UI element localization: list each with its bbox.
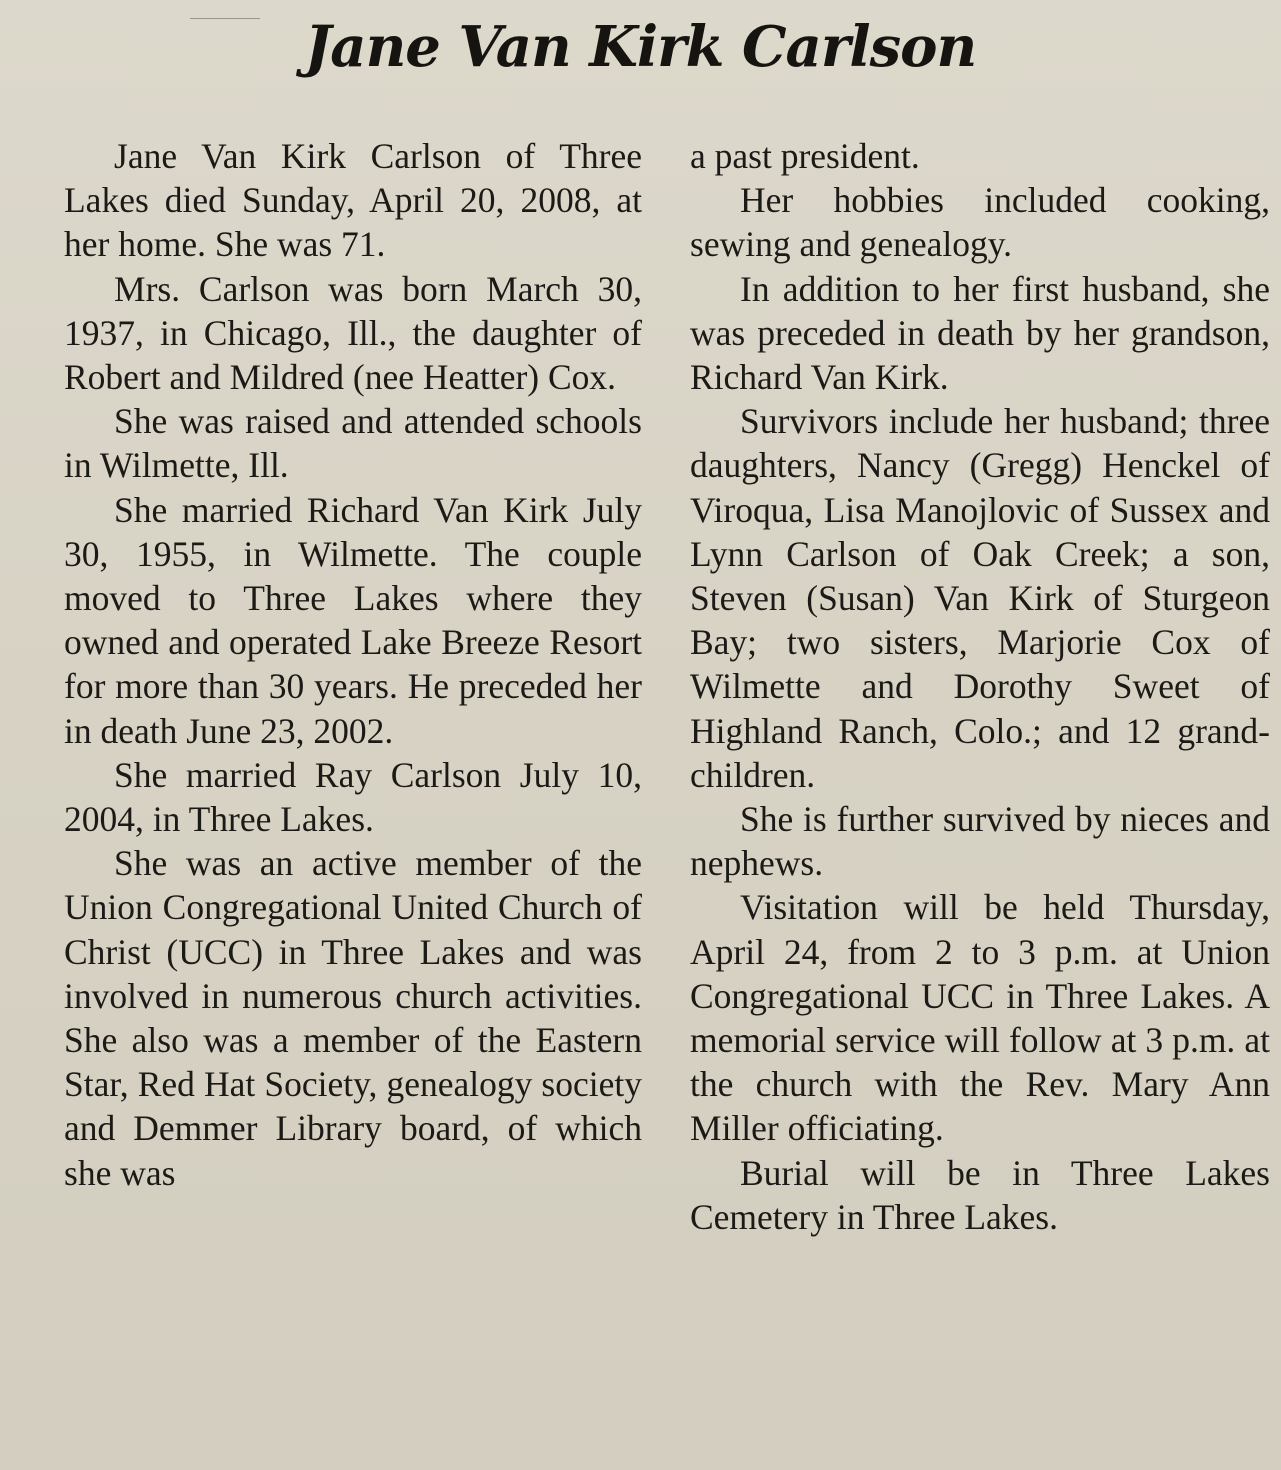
right-column [690, 134, 1270, 1239]
paragraph-first-marriage: She married Richard Van Kirk July 30, 1955, in Wilmette. The couple moved to Three Lakes where they owned and operated Lake Breeze Resort for more than 30 years. He preceded her in death June 23, 2002. [64, 489, 642, 751]
paragraph-visitation: Visitation will be held Thursday, April 24, from 2 to 3 p.m. at Union Congregational UCC in Three Lakes. A memorial service will follow at 3 p.m. at the church with the Rev. Mary Ann Miller officiating. [690, 887, 1270, 1149]
paragraph-birth: Mrs. Carlson was born March 30, 1937, in Chicago, Ill., the daughter of Robert and Mildred (nee Heatter) Cox. [64, 268, 642, 398]
paragraph-memberships-continued: a past president. [690, 136, 920, 176]
paragraph-survivors: Survivors include her husband; three daughters, Nancy (Gregg) Henckel of Viroqua, Lisa Manojlovic of Sussex and Lynn Carlson of Oak Creek; a son, Steven (Susan) Van Kirk of Sturgeon Bay; two sisters, Marjorie Cox of Wilmette and Dorothy Sweet of Highland Ranch, Colo.; and 12 grandchildren. [690, 401, 1270, 795]
paragraph-burial: Burial will be in Three Lakes Cemetery in Three Lakes. [690, 1152, 1270, 1237]
paragraph-memberships: She was an active member of the Union Congregational United Church of Christ (UCC) in Three Lakes and was involved in numerous church activities. She also was a member of the Eastern Star, Red Hat Society, genealogy society and Demmer Library board, of which she was [64, 843, 642, 1193]
paragraph-further-survivors: She is further survived by nieces and nephews. [690, 799, 1270, 884]
paragraph-schooling: She was raised and attended schools in Wilmette, Ill. [64, 401, 642, 486]
paragraph-second-marriage: She married Ray Carlson July 10, 2004, in Three Lakes. [64, 754, 642, 840]
obituary-headline: Jane Van Kirk Carlson [304, 14, 977, 80]
paragraph-hobbies: Her hobbies included cooking, sewing and genealogy. [690, 180, 1270, 265]
left-column [64, 134, 642, 1195]
paragraph-preceded-in-death: In addition to her first husband, she was preceded in death by her grandson, Richard Van Kirk. [690, 268, 1270, 398]
paragraph-death-notice: Jane Van Kirk Carlson of Three Lakes died Sunday, April 20, 2008, at her home. She was 71. [64, 136, 642, 265]
